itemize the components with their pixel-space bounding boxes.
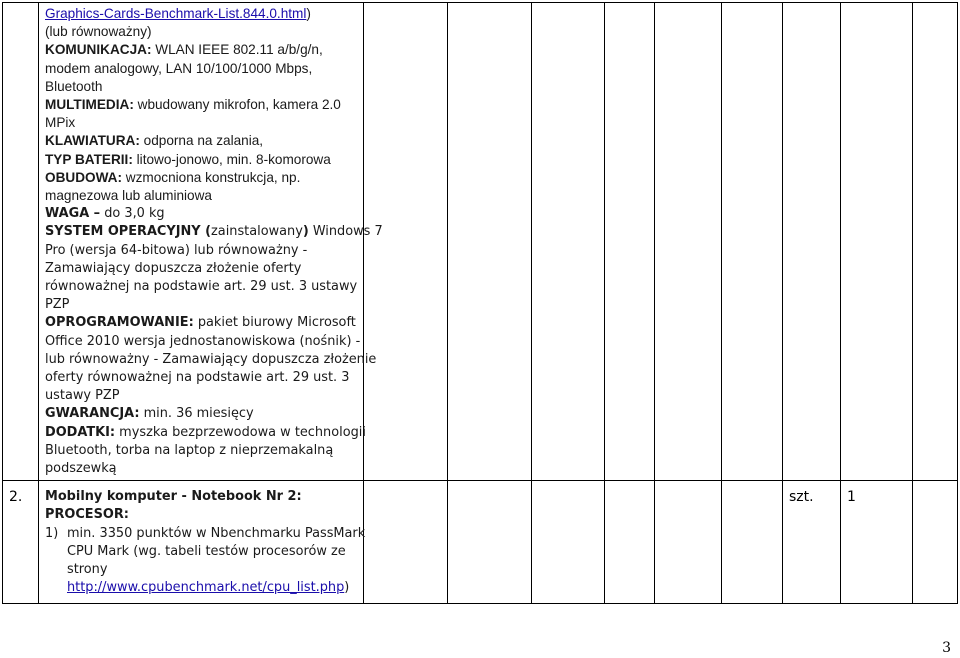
- empty-cell: [605, 3, 655, 481]
- row-number: 2.: [9, 489, 23, 506]
- spec-oprogramowanie: [45, 314, 357, 332]
- empty-cell: [655, 3, 722, 481]
- spec-value: zainstalowany: [211, 224, 303, 240]
- cpubenchmark-link[interactable]: http://www.cpubenchmark.net/cpu_list.php: [67, 580, 345, 596]
- spec-label: ): [302, 224, 309, 240]
- spec-komunikacja: [45, 41, 357, 59]
- spec-line: Office 2010 wersja jednostanowiskowa (nośnik) -: [45, 333, 361, 349]
- spec-system: [45, 223, 383, 241]
- spec-line: min. 3350 punktów w Nbenchmarku PassMark: [67, 525, 366, 541]
- spec-line: oferty równoważnej na podstawie art. 29 ust. 3: [45, 370, 350, 386]
- spec-obudowa: [45, 169, 357, 187]
- spec-value: WLAN IEEE 802.11 a/b/g/n,: [151, 42, 323, 58]
- link-paren: ): [306, 6, 311, 21]
- unit-label: szt.: [789, 489, 814, 506]
- spec-line: podszewką: [45, 461, 117, 477]
- empty-cell: [448, 481, 532, 604]
- spec-line: lub równoważny - Zamawiający dopuszcza złożenie: [45, 351, 377, 367]
- spec-dodatki: [45, 424, 366, 442]
- item-title: Mobilny komputer - Notebook Nr 2:: [45, 489, 302, 505]
- spec-label: KOMUNIKACJA:: [45, 42, 152, 58]
- page-number: 3: [942, 640, 951, 656]
- specification-table: [2, 2, 958, 604]
- spec-value: wbudowany mikrofon, kamera 2.0: [133, 97, 341, 113]
- empty-cell: [913, 3, 958, 481]
- empty-cell: [364, 3, 448, 481]
- empty-cell: [532, 3, 605, 481]
- quantity-value: 1: [847, 489, 856, 506]
- lp-cell: [3, 481, 39, 604]
- spec-line: ustawy PZP: [45, 388, 120, 404]
- spec-waga: [45, 205, 357, 223]
- unit-cell: [783, 481, 841, 604]
- spec-klawiatura: [45, 132, 357, 150]
- spec-value: myszka bezprzewodowa w technologii: [115, 424, 366, 440]
- spec-label: WAGA –: [45, 206, 101, 222]
- spec-label: MULTIMEDIA:: [45, 97, 134, 113]
- spec-value: do 3,0 kg: [100, 206, 165, 222]
- spec-line: Bluetooth: [45, 78, 103, 94]
- empty-cell: [783, 3, 841, 481]
- spec-label: TYP BATERII:: [45, 151, 133, 167]
- spec-multimedia: [45, 96, 357, 114]
- spec-line: (lub równoważny): [45, 24, 152, 40]
- cpu-link-line: [67, 579, 365, 597]
- empty-cell: [532, 481, 605, 604]
- quantity-cell: [841, 481, 913, 604]
- spec-gwarancja: [45, 405, 357, 423]
- table-row: [3, 3, 958, 481]
- empty-cell: [605, 481, 655, 604]
- spec-line: Bluetooth, torba na laptop z nieprzemakalną: [45, 442, 334, 458]
- empty-cell: [722, 3, 783, 481]
- spec-value: litowo-jonowo, min. 8-komorowa: [132, 151, 331, 167]
- spec-label: OPROGRAMOWANIE:: [45, 315, 194, 331]
- empty-cell: [913, 481, 958, 604]
- spec-line: PZP: [45, 297, 70, 313]
- lp-cell: [3, 3, 39, 481]
- spec-label: OBUDOWA:: [45, 169, 123, 185]
- spec-line: Pro (wersja 64-bitowa) lub równoważny -: [45, 242, 308, 258]
- empty-cell: [448, 3, 532, 481]
- spec-value: min. 36 miesięcy: [139, 406, 254, 422]
- spec-line: równoważnej na podstawie art. 29 ust. 3 ustawy: [45, 279, 358, 295]
- spec-line: magnezowa lub aluminiowa: [45, 188, 212, 204]
- empty-cell: [364, 481, 448, 604]
- empty-cell: [841, 3, 913, 481]
- spec-value: odporna na zalania,: [139, 133, 264, 149]
- table-row: [3, 481, 958, 604]
- empty-cell: [722, 481, 783, 604]
- spec-label: GWARANCJA:: [45, 406, 140, 422]
- spec-line: CPU Mark (wg. tabeli testów procesorów ze: [67, 543, 346, 559]
- benchmark-link[interactable]: Graphics-Cards-Benchmark-List.844.0.html: [45, 6, 307, 21]
- spec-line: strony: [67, 562, 108, 578]
- benchmark-link-line: [45, 5, 357, 23]
- spec-label: PROCESOR:: [45, 507, 129, 523]
- spec-value: wzmocniona konstrukcja, np.: [122, 169, 301, 185]
- spec-label: KLAWIATURA:: [45, 133, 140, 149]
- spec-line: MPix: [45, 115, 76, 131]
- list-marker: 1): [45, 525, 59, 541]
- spec-value: pakiet biurowy Microsoft: [193, 315, 356, 331]
- spec-line: modem analogowy, LAN 10/100/1000 Mbps,: [45, 60, 313, 76]
- description-cell: [39, 3, 383, 481]
- empty-cell: [655, 481, 722, 604]
- spec-label: SYSTEM OPERACYJNY (: [45, 224, 212, 240]
- spec-label: DODATKI:: [45, 424, 116, 440]
- list-item: [45, 525, 366, 598]
- spec-value: Windows 7: [308, 224, 383, 240]
- description-cell: [39, 481, 364, 604]
- spec-line: Zamawiający dopuszcza złożenie oferty: [45, 260, 302, 276]
- link-paren: ): [344, 580, 350, 596]
- spec-bateria: [45, 151, 357, 169]
